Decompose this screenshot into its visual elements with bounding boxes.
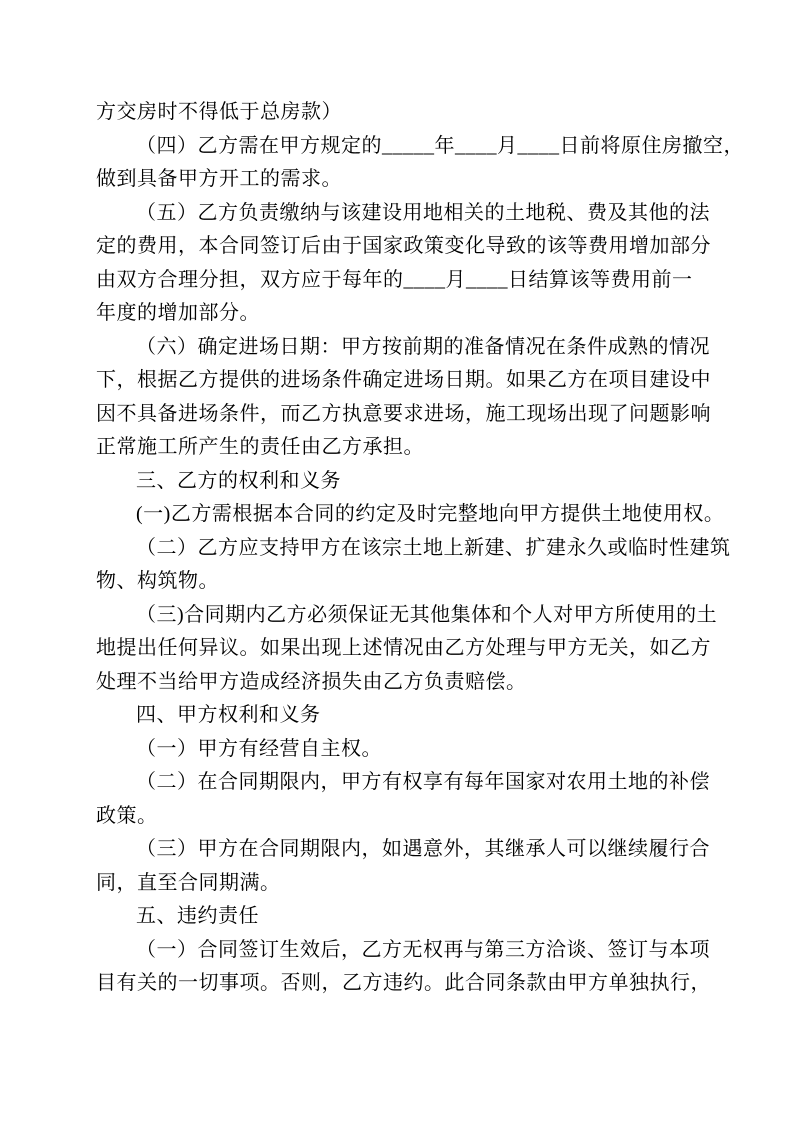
paragraph bbox=[96, 96, 700, 130]
paragraph bbox=[96, 197, 711, 331]
text-line: 政策。 bbox=[96, 804, 158, 827]
paragraph bbox=[96, 699, 700, 733]
paragraph bbox=[96, 733, 700, 767]
text-line: （三)合同期内乙方必须保证无其他集体和个人对甲方所使用的土 bbox=[136, 603, 718, 626]
text-line: （二）在合同期限内，甲方有权享有每年国家对农用土地的补偿 bbox=[136, 771, 710, 793]
text-line: 五、违约责任 bbox=[136, 905, 259, 927]
text-line: （三）甲方在合同期限内，如遇意外，其继承人可以继续履行合 bbox=[136, 838, 710, 860]
text-line: （五）乙方负责缴纳与该建设用地相关的土地税、费及其他的法 bbox=[136, 201, 710, 224]
text-line: 三、乙方的权利和义务 bbox=[136, 469, 341, 492]
paragraph bbox=[96, 532, 731, 599]
text-line: （一）合同签订生效后，乙方无权再与第三方洽谈、签订与本项 bbox=[136, 938, 710, 961]
text-line: (一)乙方需根据本合同的约定及时完整地向甲方提供土地使用权。 bbox=[136, 503, 725, 525]
paragraph bbox=[96, 599, 718, 700]
text-line: 同，直至合同期满。 bbox=[96, 871, 281, 894]
paragraph bbox=[96, 766, 710, 833]
paragraph bbox=[96, 498, 725, 532]
text-line: （四）乙方需在甲方规定的_____年____月____日前将原住房撤空， bbox=[136, 134, 744, 157]
paragraph bbox=[96, 934, 711, 1001]
paragraph bbox=[96, 900, 700, 934]
text-line: 物、构筑物。 bbox=[96, 570, 219, 592]
text-line: 做到具备甲方开工的需求。 bbox=[96, 168, 342, 190]
text-line: 目有关的一切事项。否则，乙方违约。此合同条款由甲方单独执行， bbox=[96, 972, 711, 994]
text-line: 地提出任何异议。如果出现上述情况由乙方处理与甲方无关，如乙方 bbox=[96, 637, 711, 659]
text-line: （二）乙方应支持甲方在该宗土地上新建、扩建永久或临时性建筑 bbox=[136, 536, 731, 559]
text-line: （六）确定进场日期：甲方按前期的准备情况在条件成熟的情况 bbox=[136, 335, 710, 358]
text-line: 四、甲方权利和义务 bbox=[136, 704, 321, 726]
text-line: 因不具备进场条件，而乙方执意要求进场，施工现场出现了问题影响 bbox=[96, 402, 711, 425]
text-line: （一）甲方有经营自主权。 bbox=[136, 737, 382, 760]
text-line: 方交房时不得低于总房款） bbox=[96, 101, 342, 123]
paragraph bbox=[96, 331, 711, 465]
paragraph bbox=[96, 833, 710, 900]
document-body bbox=[96, 96, 744, 1001]
paragraph bbox=[96, 130, 744, 197]
text-line: 年度的增加部分。 bbox=[96, 302, 260, 324]
text-line: 定的费用，本合同签订后由于国家政策变化导致的该等费用增加部分 bbox=[96, 235, 711, 257]
text-line: 正常施工所产生的责任由乙方承担。 bbox=[96, 436, 424, 458]
text-line: 处理不当给甲方造成经济损失由乙方负责赔偿。 bbox=[96, 670, 527, 693]
text-line: 由双方合理分担，双方应于每年的____月____日结算该等费用前一 bbox=[96, 268, 693, 291]
text-line: 下，根据乙方提供的进场条件确定进场日期。如果乙方在项目建设中 bbox=[96, 369, 711, 391]
paragraph bbox=[96, 465, 700, 499]
